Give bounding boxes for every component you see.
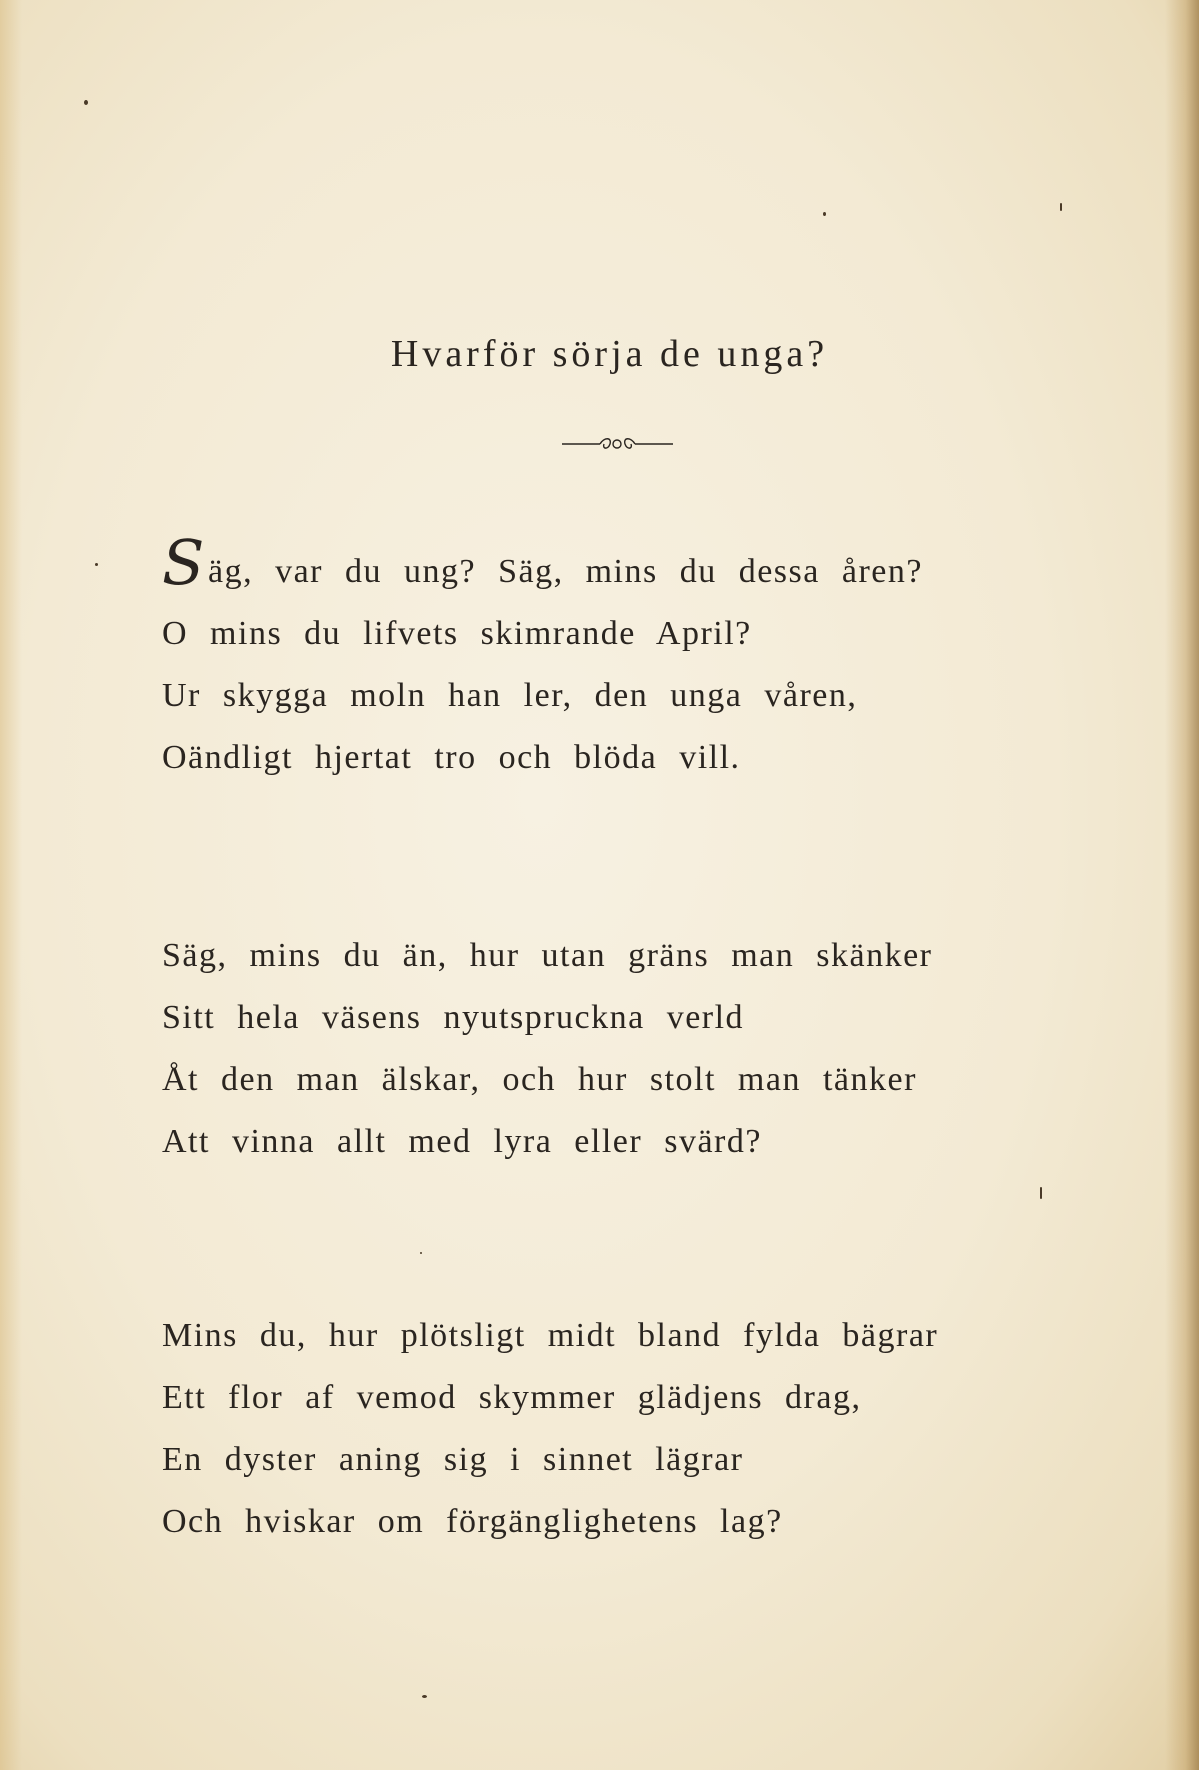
poem-line: Ett flor af vemod skymmer glädjens drag, bbox=[162, 1379, 862, 1416]
poem-line: Säg, var du ung? Säg, mins du dessa åren? bbox=[162, 526, 923, 599]
paper-speck bbox=[422, 1695, 427, 1698]
paper-speck bbox=[823, 212, 826, 216]
poem-line: Åt den man älskar, och hur stolt man tänker bbox=[162, 1061, 917, 1098]
stanza-1 bbox=[162, 526, 1062, 789]
poem-line: O mins du lifvets skimrande April? bbox=[162, 615, 752, 652]
paper-speck bbox=[1040, 1187, 1042, 1199]
poem-line: Mins du, hur plötsligt midt bland fylda bägrar bbox=[162, 1317, 939, 1354]
poem-line: Oändligt hjertat tro och blöda vill. bbox=[162, 739, 741, 776]
paper-speck bbox=[95, 563, 98, 566]
poem-title: Hvarför sörja de unga? bbox=[390, 333, 829, 375]
title-ornament-icon bbox=[560, 433, 675, 455]
poem-line: Och hviskar om förgänglighetens lag? bbox=[162, 1503, 783, 1540]
poem-line: Säg, mins du än, hur utan gräns man skänker bbox=[162, 937, 933, 974]
poem-line: Ur skygga moln han ler, den unga våren, bbox=[162, 677, 858, 714]
poem-line: Sitt hela väsens nyutspruckna verld bbox=[162, 999, 745, 1036]
stanza-3 bbox=[162, 1305, 1062, 1553]
stanza-2 bbox=[162, 925, 1062, 1173]
drop-cap: S bbox=[162, 526, 206, 599]
poem-line: En dyster aning sig i sinnet lägrar bbox=[162, 1441, 744, 1478]
paper-speck bbox=[1060, 203, 1062, 211]
paper-speck bbox=[84, 100, 88, 105]
poem-line: Att vinna allt med lyra eller svärd? bbox=[162, 1123, 762, 1160]
page-edge-left bbox=[0, 0, 22, 1770]
paper-speck bbox=[420, 1252, 422, 1254]
page-edge-right bbox=[1165, 0, 1199, 1770]
